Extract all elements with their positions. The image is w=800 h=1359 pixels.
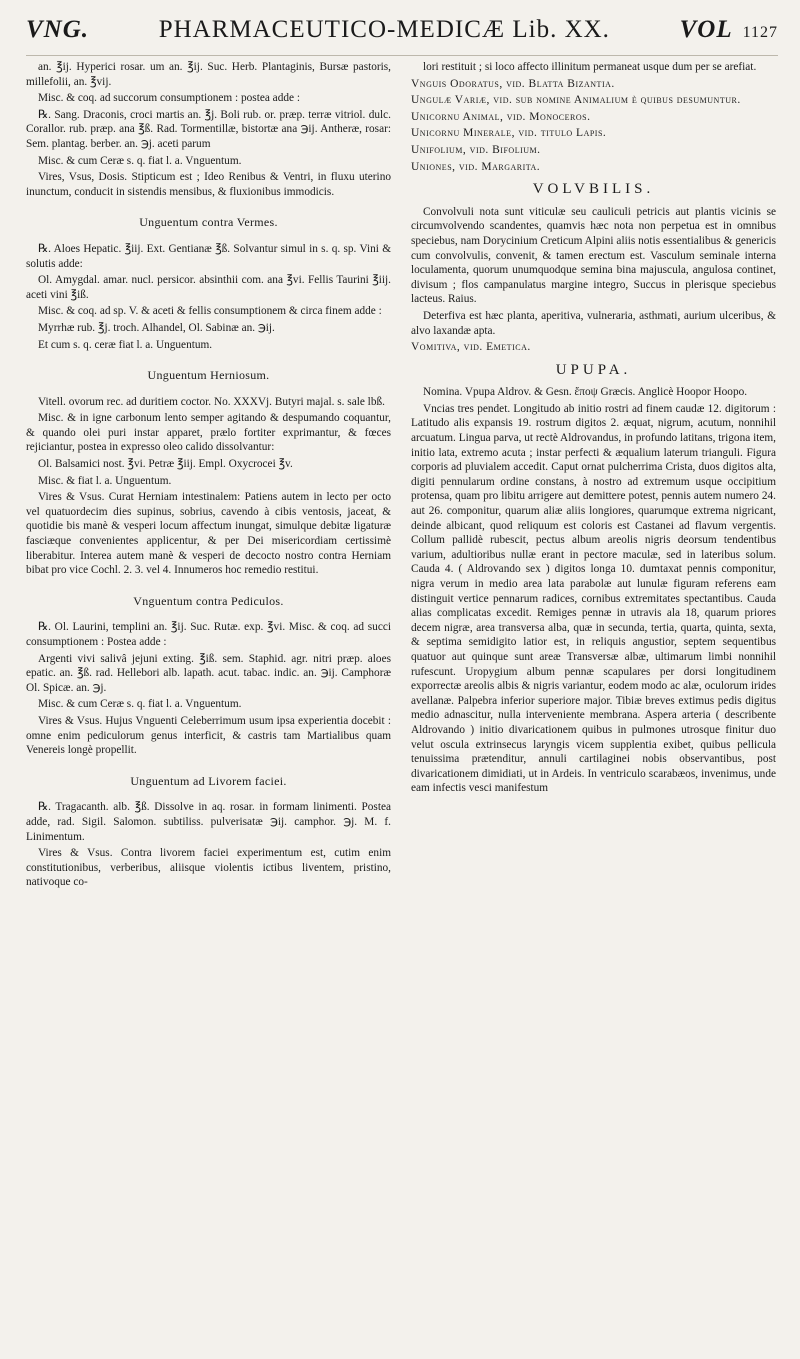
paragraph: Misc. & coq. ad sp. V. & aceti & fellis consumptionem & circa finem adde : — [38, 305, 382, 318]
paragraph: ℞. Aloes Hepatic. ℥iij. Ext. Gentianæ ℥ß. Solvantur simul in s. q. sp. Vini & solutis adde: — [26, 242, 391, 270]
paragraph: Vitell. ovorum rec. ad duritiem coctor. No. XXXVj. Butyri majal. s. sale lbß. — [38, 395, 385, 408]
paragraph: Vires & Vsus. Contra livorem faciei experimentum est, cutim enim constitutionibus, verberibus, aliisque violentis ictibus liventem, pristino, nativoque co- — [26, 847, 391, 889]
paragraph: Misc. & fiat l. a. Unguentum. — [38, 474, 172, 487]
paragraph: ℞. Sang. Draconis, croci martis an. ℥j. Boli rub. or. præp. terræ vitriol. dulc. Corallor. rub. præp. ana ℥ß. Rad. Tormentillæ, bistortæ ana ℈ij. Antheræ, rosar: Sem. plantag. berber. an. ℈j. aceti parum — [26, 108, 391, 150]
paragraph: ℞. Tragacanth. alb. ℥ß. Dissolve in aq. rosar. in formam linimenti. Postea adde, rad. Sigil. Salomon. subtiliss. pulverisatæ ℈ij. camphor. ℈j. M. f. Linimentum. — [26, 801, 391, 843]
page-number: 1127 — [742, 24, 778, 41]
running-head-left: VNG. — [26, 16, 90, 43]
section-heading: Unguentum Herniosum. — [147, 368, 270, 383]
entry-heading: VOLVBILIS. — [532, 181, 655, 198]
paragraph: Ol. Balsamici nost. ℥vi. Petræ ℥iij. Empl. Oxycrocei ℥v. — [38, 458, 293, 471]
paragraph: Myrrhæ rub. ℥j. troch. Alhandel, Ol. Sabinæ an. ℈ij. — [38, 321, 275, 334]
running-head — [26, 0, 778, 56]
paragraph: an. ℥ij. Hyperici rosar. um an. ℥ij. Suc. Herb. Plantaginis, Bursæ pastoris, millefolii, an. ℥vij. — [26, 61, 391, 88]
cross-reference: Uniones, vid. Margarita. — [411, 160, 541, 173]
paragraph: Convolvuli nota sunt viticulæ seu cauliculi petricis aut plantis vicinis se circumvolvendo scandentes, quamvis hæc nota non perpetua est in omnibus speciebus, nam Dorycinium Creticum Alpini aliis notis essentialibus & genericis cum convolvulis, convenit, & tamen erectum est. Vasculum seminale interna loculamenta, quorum unumquodque semina bina majuscula, angulosa continet, divisum ; flos campanulatus margine integro, Succus in plerisque speciebus lacteus. Raius. — [411, 205, 776, 306]
paragraph: Vires & Vsus. Curat Herniam intestinalem: Patiens autem in lecto per octo vel quatuordecim dies supinus, sobrius, cavendo à cibis ventosis, jaceat, & quotidie bis manè & vesperi locum affectum inungat, simulque debitæ ligaturæ fasciæque convenientes applicentur, & per Dei misericordiam certissimè liberabitur. Interea autem manè & vesperi de decocto nostro contra Herniam bibat pro vice Cochl. 2. 3. vel 4. Innumeros hoc remedio restitui. — [26, 491, 391, 577]
paragraph: Argenti vivi salivâ jejuni exting. ℥iß. sem. Staphid. agr. nitri præp. aloes epatic. an. ℥ß. rad. Hellebori alb. lapath. acut. tabac. indic. an. ℈ij. Camphoræ Ol. Spicæ. an. ℈j. — [26, 652, 391, 694]
running-head-title: PHARMACEUTICO-MEDICÆ Lib. XX. — [158, 16, 610, 43]
paragraph: ℞. Ol. Laurini, templini an. ℥ij. Suc. Rutæ. exp. ℥vi. Misc. & coq. ad succi consumptionem : Postea adde : — [26, 621, 391, 648]
cross-reference: Unicornu Minerale, vid. titulo Lapis. — [411, 127, 607, 140]
paragraph: Misc. & cum Ceræ s. q. fiat l. a. Vnguentum. — [38, 698, 242, 711]
section-heading: Vnguentum contra Pediculos. — [133, 593, 284, 608]
paragraph: Misc. & coq. ad succorum consumptionem : postea adde : — [38, 92, 300, 105]
cross-reference: Ungulæ Variæ, vid. sub nomine Animalium è quibus desumuntur. — [411, 94, 741, 107]
paragraph: Vncias tres pendet. Longitudo ab initio rostri ad finem caudæ 12. digitorum : Latitudo alis expansis 19. rostrum digitos 2. æquat, nigrum, acutum, nonnihil arcuatum. Lingua parva, ut rectè Aldrovandus, in profundo latitans, trigona item, initio lata, extremo acuta ; instar perfecti & æqualium laterum trianguli. Figura corporis ad pluvialem accedit. Caput ornat pulcherrima Crista, duos digitos alta, digiti pennularum ordine constans, à nostro ad extremum usque occipitium protensa, quam pro libitu arrigere aut demittere potest, pennis autem numero 24. aut 26. componitur, quarum aliæ aliis longiores, quarumque extrema nigricant, deinde albicant, quod reliquum est coloris est Castanei ad flavum vergentis. Collum pallidè rubescit, pectus album areolis nigris deorsum tendentibus varium, adultioribus nullæ erant in pectore maculæ, sed in lateribus solum. Cauda 4. ( Aldrovando sex ) digitos longa 10. dumtaxat pennis componitur, nigra verum in medio area lata parabolæ aut lunulæ figuram referens eam distinguit vertice pennarum radices, cornibus extremitates spectantibus. Cauda alias complicatas excedit. Remiges pennæ in utravis ala 18, quarum priores decem nigræ, area transversa alba, quæ in secunda, tertia, quarta, quinta, sexta, & septima semidigito latior est, in reliquis angustior, septem sequentibus quatuor aut quinque sunt areæ Transversæ albæ, ultimarum limbi nonnihil rufescunt. Uropygium album pennæ scapulares per dorsi longitudinem exporrectæ areolis albis & nigris variantur, eodem modo ac alæ, oculorum irides avellanæ. Palpebra inferior superiore major. Tibiæ breves extimus pedis digitus medio adnascitur, nulla interveniente membrana. Aspera arteria ( describente Aldrovando ) initio divaricationem quibus in pulmones utrosque finitur duo velut oscula extrinsecus laryngis vicem supplentia exibet, quibus pellicula tenuissima prætenditur, annuli cartilaginei nobis observantibus, post divaricationem dimidiati, ut in Ardeis. In ventriculo scarabæos, invenimus, unde eam infectis vesci manifestum — [411, 402, 776, 795]
paragraph: lori restituit ; si loco affecto illinitum permaneat usque dum per se arefiat. — [423, 61, 757, 73]
paragraph: Nomina. Vpupa Aldrov. & Gesn. ἔποψ Græcis. Anglicè Hoopor Hoopo. — [423, 386, 748, 399]
text-columns — [26, 60, 778, 892]
right-column — [411, 60, 776, 892]
paragraph: Vires & Vsus. Hujus Vnguenti Celeberrimum usum ipsa experientia docebit : omne enim pediculorum genus interficit, & castris tam Martialibus quam Venereis longè propellit. — [26, 714, 391, 757]
section-heading: Unguentum ad Livorem faciei. — [130, 773, 287, 788]
running-head-right-text: VOL — [679, 16, 733, 43]
paragraph: Et cum s. q. ceræ fiat l. a. Unguentum. — [38, 338, 213, 351]
cross-reference: Unicornu Animal, vid. Monoceros. — [411, 110, 591, 123]
cross-reference: Unifolium, vid. Bifolium. — [411, 143, 541, 156]
paragraph: Misc. & cum Ceræ s. q. fiat l. a. Vnguentum. — [38, 154, 242, 167]
entry-heading: UPUPA. — [555, 361, 632, 378]
left-column — [26, 60, 391, 892]
running-head-right — [680, 16, 778, 44]
paragraph: Misc. & in igne carbonum lento semper agitando & despumando coquantur, & quando olei puri instar apparet, prælo fortiter exprimantur, & fœces rejiciantur, postea in expresso oleo calido dissolvantur: — [26, 412, 391, 454]
section-heading: Unguentum contra Vermes. — [139, 215, 278, 230]
paragraph: Vires, Vsus, Dosis. Stipticum est ; Ideo Renibus & Ventri, in fluxu uterino inunctum, conducit in sistendis mensibus, & fluxionibus immodicis. — [26, 171, 391, 198]
cross-reference: Vomitiva, vid. Emetica. — [411, 341, 531, 354]
cross-reference: Vnguis Odoratus, vid. Blatta Bizantia. — [411, 77, 615, 90]
paragraph: Ol. Amygdal. amar. nucl. persicor. absinthii com. ana ℥vi. Fellis Taurini ℥iij. aceti vini ℥iß. — [26, 274, 391, 301]
paragraph: Deterfiva est hæc planta, aperitiva, vulneraria, asthmati, aurium ulceribus, & alvo laxandæ apta. — [411, 309, 776, 337]
